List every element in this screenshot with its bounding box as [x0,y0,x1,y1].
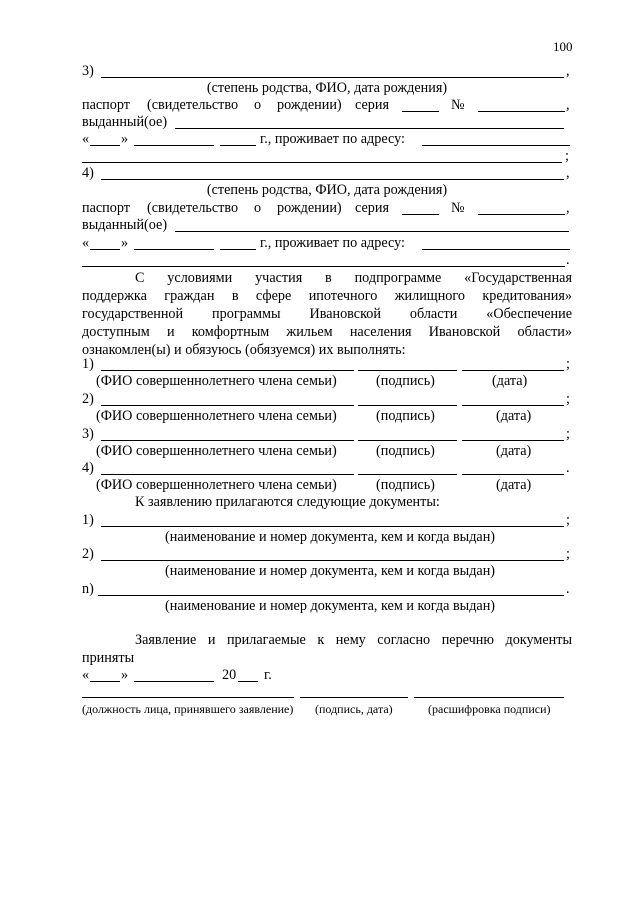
member-number: 4) [82,165,94,181]
documents-intro: К заявлению прилагаются следующие документы: [135,494,440,510]
member-info-line[interactable] [101,77,564,78]
document-field[interactable] [101,526,564,527]
signer-fio-field[interactable] [101,474,354,475]
document-page: 100 3) , (степень родства, ФИО, дата рождения) паспорт (свидетельство о рождении) серия № , выданный(ое) « » г., проживает по адресу: ; 4) , (степень родства, ФИО, дата рождения) паспорт (свидетельство о рождении) серия № , выданный(ое) « » г., проживает по адресу: . С условиями участия в подпрограмме «Государственная поддержка граждан в сфере ипотечного жилищного кредитования» государственной программы Ивановской области «Обеспечение доступным и комфортным жильем населения Ивановской области» ознакомлен(ы) и обязуюсь (обязуемся) их выполнять: 1) ; (ФИО совершеннолетнего члена семьи) (подпись) (дата) 2) ; (ФИО совершеннолетнего члена семьи) (подпись) (дата) 3) ; (ФИО совершеннолетнего члена семьи) (подпись) (дата) 4) . (ФИО совершеннолетнего члена семьи) (подпись) (дата) К заявлению прилагаются следующие документы: 1) ; (наименование и номер документа, кем и когда выдан) 2) ; (наименование и номер документа, кем и когда выдан) n) . (наименование и номер документа, кем и когда выдан) Заявление и прилагаемые к нему согласно перечню документы приняты « » 20 г. (должность лица, принявшего заявление) (подпись, дата) (расшифровка подписи) [0,0,640,905]
signer-date-field[interactable] [462,440,564,441]
member-info-caption: (степень родства, ФИО, дата рождения) [206,182,448,198]
issue-day-field[interactable] [90,145,120,146]
sign-date-field[interactable] [300,697,408,698]
accept-day-field[interactable] [90,681,120,682]
issued-by-field[interactable] [175,128,564,129]
address-field-continued[interactable] [82,162,562,163]
signer-date-field[interactable] [462,405,564,406]
issue-month-field[interactable] [134,249,214,250]
signer-sign-field[interactable] [358,405,457,406]
issue-day-field[interactable] [90,249,120,250]
signer-sign-field[interactable] [358,440,457,441]
member-info-caption: (степень родства, ФИО, дата рождения) [206,80,448,96]
signer-fio-field[interactable] [101,370,354,371]
document-field[interactable] [98,595,564,596]
passport-series-field[interactable] [402,111,439,112]
address-field[interactable] [422,249,570,250]
address-field-continued[interactable] [82,266,565,267]
issued-by-field[interactable] [175,231,569,232]
signer-date-field[interactable] [462,474,564,475]
accept-year-field[interactable] [238,681,258,682]
signer-fio-field[interactable] [101,405,354,406]
page-number: 100 [553,39,573,54]
passport-number-field[interactable] [478,111,565,112]
passport-number-field[interactable] [478,214,565,215]
signature-decode-field[interactable] [414,697,564,698]
address-field[interactable] [422,145,570,146]
member-number: 3) [82,63,94,79]
document-field[interactable] [101,560,564,561]
position-field[interactable] [82,697,294,698]
signer-sign-field[interactable] [358,474,457,475]
signer-sign-field[interactable] [358,370,457,371]
issue-month-field[interactable] [134,145,214,146]
passport-series-field[interactable] [402,214,439,215]
signer-fio-field[interactable] [101,440,354,441]
issue-year-field[interactable] [220,145,256,146]
issue-year-field[interactable] [220,249,256,250]
member-info-line[interactable] [101,179,564,180]
signer-date-field[interactable] [462,370,564,371]
accept-month-field[interactable] [134,681,214,682]
